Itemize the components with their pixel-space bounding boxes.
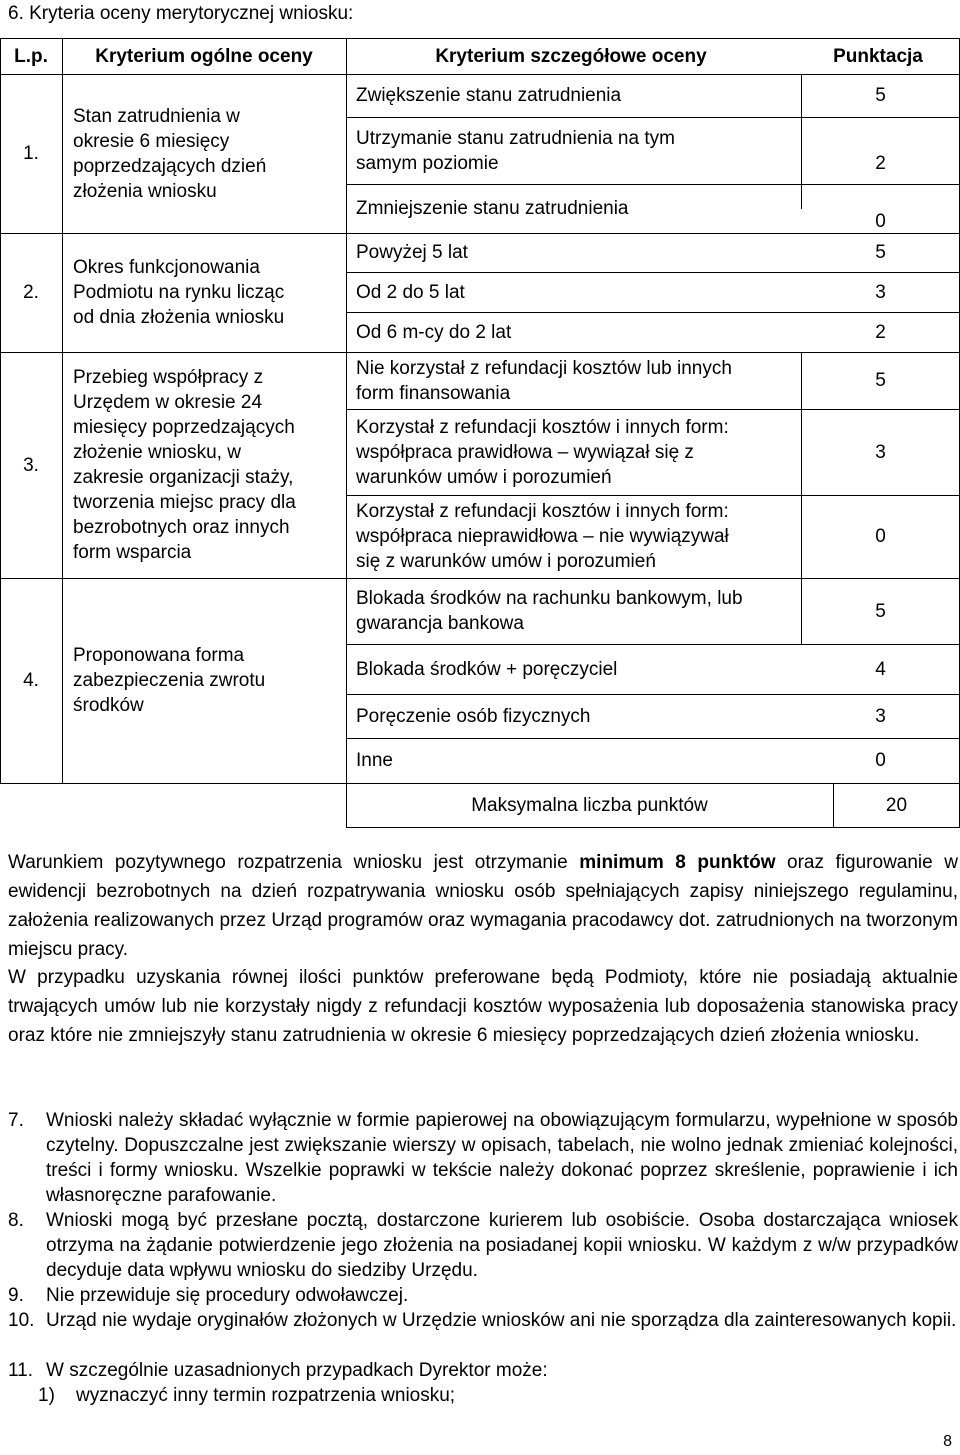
points-value: 0 — [875, 750, 886, 771]
general-criterion: Przebieg współpracy z Urzędem w okresie 24 miesięcy poprzedzających złożenie wniosku, w zakresie organizacji staży, tworzenia miejsc pracy dla bezrobotnych oraz innych form wsparcia — [73, 367, 296, 563]
detail-criterion: Korzystał z refundacji kosztów i innych form: współpraca prawidłowa – wywiązał się z warunków umów i porozumień — [356, 416, 729, 488]
max-points-label: Maksymalna liczba punktów — [471, 794, 708, 816]
points-value: 5 — [875, 600, 886, 622]
criteria-table — [0, 38, 960, 828]
detail-criterion: Inne — [356, 750, 393, 771]
general-criterion: Proponowana forma zabezpieczenia zwrotu środków — [73, 645, 266, 716]
detail-criterion: Od 2 do 5 lat — [356, 281, 465, 303]
row-number: 4. — [23, 670, 39, 691]
points-value: 5 — [875, 85, 886, 106]
detail-criterion: Od 6 m-cy do 2 lat — [356, 321, 512, 343]
max-points-value: 20 — [885, 794, 908, 816]
detail-criterion: Blokada środków na rachunku bankowym, lub gwarancja bankowa — [356, 588, 743, 634]
page-number: 8 — [943, 1433, 952, 1450]
header-points: Punktacja — [833, 45, 923, 67]
points-value: 3 — [875, 281, 886, 303]
points-value: 0 — [875, 210, 886, 232]
points-value: 5 — [875, 370, 886, 391]
detail-criterion: Korzystał z refundacji kosztów i innych form: współpraca nieprawidłowa – nie wywiązywał się z warunków umów i porozumień — [356, 501, 729, 572]
row-number: 1. — [23, 143, 39, 164]
points-value: 0 — [875, 526, 886, 547]
detail-criterion: Zwiększenie stanu zatrudnienia — [356, 85, 622, 106]
tie-break-paragraph: W przypadku uzyskania równej ilości punktów preferowane będą Podmioty, które nie posiadają aktualnie trwających umów lub nie korzystały nigdy z refundacji kosztów wyposażenia lub doposażenia stanowiska pracy oraz które nie zmniejszyły stanu zatrudnienia w okresie 6 miesięcy poprzedzających dzień złożenia wniosku. — [8, 967, 958, 1046]
header-detail: Kryterium szczegółowe oceny — [435, 45, 707, 67]
detail-criterion: Powyżej 5 lat — [356, 242, 468, 263]
general-criterion: Okres funkcjonowania Podmiotu na rynku licząc od dnia złożenia wniosku — [73, 257, 285, 328]
header-general: Kryterium ogólne oceny — [95, 45, 313, 67]
detail-criterion: Nie korzystał z refundacji kosztów lub innych form finansowania — [356, 357, 732, 404]
points-value: 3 — [875, 441, 886, 463]
points-value: 4 — [875, 658, 886, 680]
detail-criterion: Poręczenie osób fizycznych — [356, 705, 591, 727]
row-number: 3. — [23, 454, 39, 476]
row-number: 2. — [23, 282, 39, 303]
general-criterion: Stan zatrudnienia w okresie 6 miesięcy poprzedzających dzień złożenia wniosku — [73, 105, 267, 202]
detail-criterion: Utrzymanie stanu zatrudnienia na tym samym poziomie — [356, 127, 675, 174]
detail-criterion: Zmniejszenie stanu zatrudnienia — [356, 198, 629, 219]
condition-paragraph: Warunkiem pozytywnego rozpatrzenia wniosku jest otrzymanie minimum 8 punktów oraz figurowanie w ewidencji bezrobotnych na dzień rozpatrywania wniosku osób spełniających zapisy niniejszego regulaminu, założenia realizowanych przez Urząd programów oraz wymagania pracodawcy dot. zatrudnionych na tworzonym miejscu pracy. — [8, 852, 958, 960]
points-value: 2 — [875, 321, 886, 343]
points-value: 2 — [875, 152, 886, 174]
points-value: 5 — [875, 242, 886, 263]
detail-criterion: Blokada środków + poręczyciel — [356, 658, 618, 680]
points-value: 3 — [875, 705, 886, 727]
section-title: 6. Kryteria oceny merytorycznej wniosku: — [8, 3, 354, 24]
header-lp: L.p. — [14, 45, 48, 67]
